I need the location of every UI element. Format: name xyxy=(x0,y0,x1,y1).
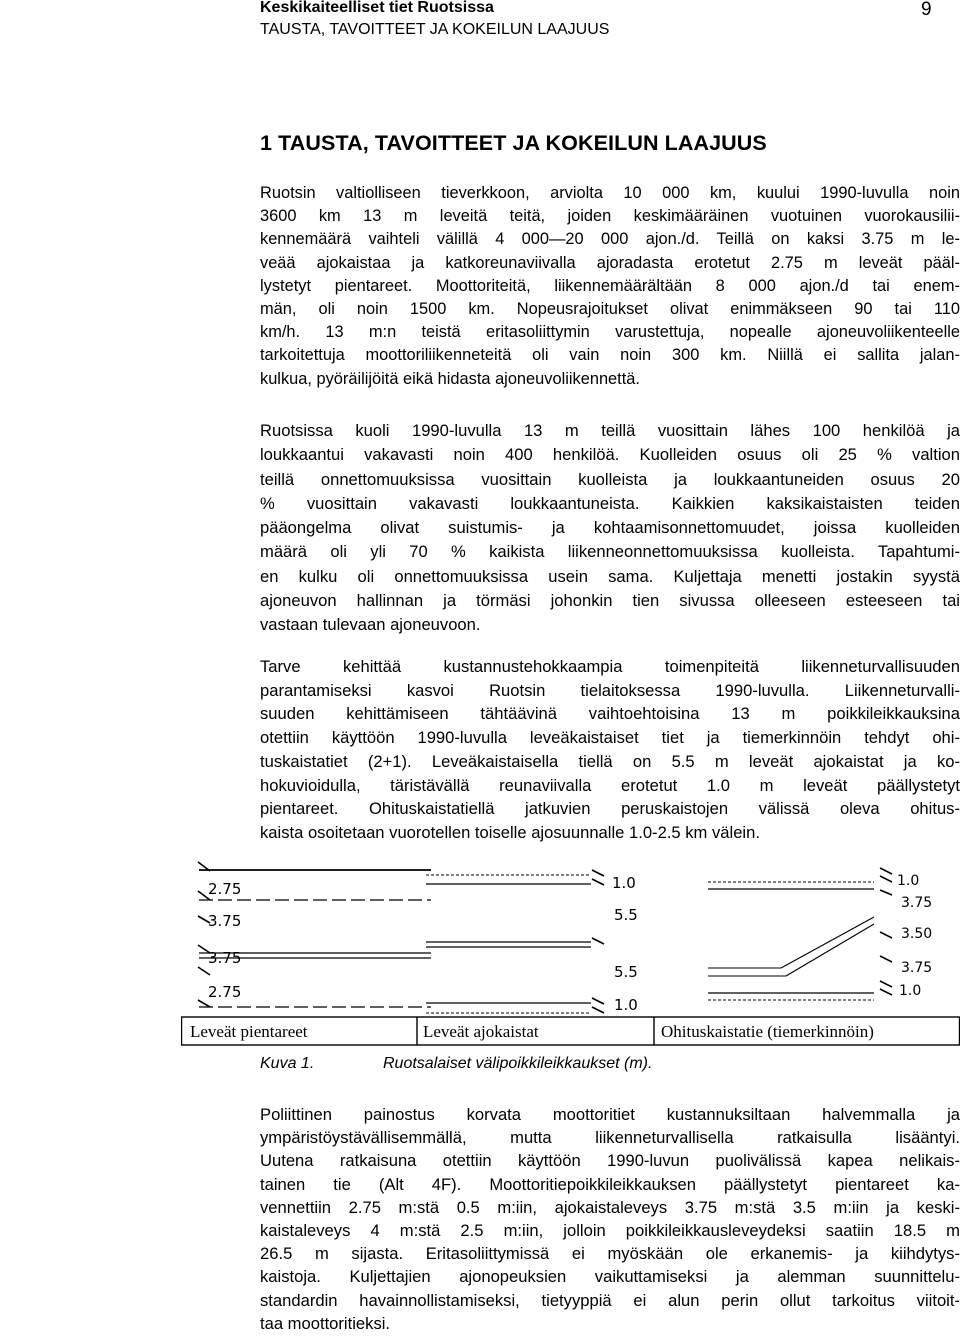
paragraph-line: vastaan tulevaan ajoneuvoon. xyxy=(260,615,481,635)
paragraph-line: tuskaistatiet (2+1). Leveäkaistaisella tiellä on 5.5 m leveät ajokaistat ja ko- xyxy=(260,751,960,771)
paragraph-line: Uutena ratkaisuna otettiin käyttöön 1990-luvun puolivälissä kapea nelikais- xyxy=(260,1151,960,1171)
paragraph-line: en kulku oli onnettomuuksissa usein sama. Kuljettaja menetti jostakin syystä xyxy=(260,566,960,586)
panel3-width-1: 1.0 xyxy=(897,873,920,889)
panel1-width-3: 3.75 xyxy=(208,949,242,967)
paragraph-line: kaistoja. Kuljettajien ajonopeuksien vaikuttamiseksi ja alemman suunnittelu- xyxy=(260,1267,960,1287)
section-title: 1 TAUSTA, TAVOITTEET JA KOKEILUN LAAJUUS xyxy=(260,131,767,155)
paragraph-line: kennemäärä vaihteli välillä 4 000—20 000 ajon./d. Teillä on kaksi 3.75 m le- xyxy=(260,230,960,249)
paragraph-line: Ruotsin valtiolliseen tieverkkoon, arviolta 10 000 km, kuului 1990-luvulla noin xyxy=(260,184,960,202)
paragraph-line: veää ajokaistaa ja katkoreunaviivalla ajoradasta erotetut 2.75 m leveät pääl- xyxy=(260,253,960,272)
running-subtitle: TAUSTA, TAVOITTEET JA KOKEILUN LAAJUUS xyxy=(260,21,610,38)
paragraph-line: hokuvioidulla, täristävällä reunaviivalla erotetut 1.0 m leveät päällystetyt xyxy=(260,775,960,795)
panel2-width-4: 1.0 xyxy=(614,996,638,1014)
page-number: 9 xyxy=(921,0,932,20)
paragraph-line: pääongelma olivat suistumis- ja kohtaamisonnettomuudet, joissa kuolleiden xyxy=(260,518,960,538)
panel1-label: Leveät pientareet xyxy=(190,1022,308,1041)
paragraph-line: män, oli noin 1500 km. Nopeusrajoitukset olivat enimmäkseen 90 tai 110 xyxy=(260,300,960,319)
paragraph-line: Poliittinen painostus korvata moottoritiet kustannuksiltaan halvemmalla ja xyxy=(260,1105,960,1124)
panel2-label: Leveät ajokaistat xyxy=(423,1022,539,1041)
panel3-width-5: 1.0 xyxy=(899,983,922,999)
panel1-width-4: 2.75 xyxy=(208,983,242,1001)
paragraph-line: otettiin käyttöön 1990-luvulla leveäkaistaiset tiet ja tiemerkinnöin tehdyt ohi- xyxy=(260,728,960,748)
cross-section-figure xyxy=(181,860,960,1046)
panel3-width-4: 3.75 xyxy=(901,960,933,976)
paragraph-line: vennettiin 2.75 m:stä 0.5 m:iin, ajokaistaleveys 3.75 m:stä 3.5 m:iin ja keski- xyxy=(260,1197,960,1217)
paragraph-line: tarkoitettuja moottoriliikenneteitä oli vain noin 300 km. Niillä ei sallita jalan- xyxy=(260,346,960,365)
panel1-width-2: 3.75 xyxy=(208,912,242,930)
panel3-width-3: 3.50 xyxy=(901,926,933,942)
panel2-width-3: 5.5 xyxy=(614,963,638,981)
paragraph-line: teillä onnettomuuksissa vuosittain kuolleista ja loukkaantuneiden osuus 20 xyxy=(260,469,960,489)
paragraph-3 xyxy=(260,655,960,845)
paragraph-line: pientareet. Ohituskaistatiellä jatkuvien peruskaistojen välissä oleva ohitus- xyxy=(260,799,960,819)
panel1-width-1: 2.75 xyxy=(208,880,242,898)
paragraph-line: km/h. 13 m:n teistä eritasoliittymin varustettuja, nopealle ajoneuvoliikenteelle xyxy=(260,323,960,342)
paragraph-line: ajoneuvon hallinnan ja törmäsi johonkin tien sivussa olleeseen esteeseen tai xyxy=(260,591,960,611)
paragraph-1 xyxy=(260,182,960,391)
paragraph-line: 3600 km 13 m leveitä teitä, joiden keskimääräinen vuotuinen vuorokausilii- xyxy=(260,207,960,226)
paragraph-line: % vuosittain vakavasti loukkaantuneista. Kaikkien kaksikaistaisten teiden xyxy=(260,493,960,513)
paragraph-line: Ruotsissa kuoli 1990-luvulla 13 m teillä vuosittain lähes 100 henkilöä ja xyxy=(260,421,960,440)
paragraph-4 xyxy=(260,1103,960,1335)
panel3-width-2: 3.75 xyxy=(901,895,933,911)
paragraph-line: taa moottoritieksi. xyxy=(260,1313,391,1333)
panel2-width-1: 1.0 xyxy=(612,874,636,892)
paragraph-line: 26.5 m sijasta. Eritasoliittymissä ei myöskään ole erkanemis- ja kiihdytys- xyxy=(260,1244,960,1264)
paragraph-line: kaistaleveys 4 m:stä 2.5 m:iin, jolloin poikkileikkausleveydeksi saatiin 18.5 m xyxy=(260,1221,960,1241)
paragraph-2 xyxy=(260,419,960,638)
paragraph-line: tainen tie (Alt 4F). Moottoritiepoikkileikkauksen päällystetyt pientareet ka- xyxy=(260,1174,960,1194)
paragraph-line: suuden kehittämiseen tähtäävinä vaihtoehtoisina 13 m poikkileikkauksina xyxy=(260,704,960,724)
paragraph-line: kulkua, pyöräilijöitä eikä hidasta ajoneuvoliikennettä. xyxy=(260,369,640,388)
paragraph-line: standardin havainnollistamiseksi, tietyyppiä ei alun perin ollut tarkoitus viitoit- xyxy=(260,1290,960,1310)
paragraph-line: Tarve kehittää kustannustehokkaampia toimenpiteitä liikenneturvallisuuden xyxy=(260,657,960,676)
figure-caption: Ruotsalaiset välipoikkileikkaukset (m). xyxy=(383,1055,653,1072)
panel2-width-2: 5.5 xyxy=(614,906,638,924)
paragraph-line: määrä oli yli 70 % kaikista liikenneonnettomuuksissa kuolleista. Tapahtumi- xyxy=(260,542,960,562)
paragraph-line: parantamiseksi kasvoi Ruotsin tielaitoksessa 1990-luvulla. Liikenneturvalli- xyxy=(260,680,960,700)
panel3-label: Ohituskaistatie (tiemerkinnöin) xyxy=(661,1022,874,1041)
paragraph-line: lystetyt pientareet. Moottoriteitä, liikennemäärältään 8 000 ajon./d tai enem- xyxy=(260,276,960,295)
paragraph-line: kaista osoitetaan vuorotellen toiselle ajosuunnalle 1.0-2.5 km välein. xyxy=(260,822,760,842)
running-title: Keskikaiteelliset tiet Ruotsissa xyxy=(260,0,494,16)
paragraph-line: ympäristöystävällisemmällä, mutta liikenneturvallisella ratkaisulla lisääntyi. xyxy=(260,1128,960,1148)
figure-number: Kuva 1. xyxy=(260,1055,315,1072)
paragraph-line: loukkaantui vakavasti noin 400 henkilöä. Kuolleiden osuus oli 25 % valtion xyxy=(260,445,960,465)
